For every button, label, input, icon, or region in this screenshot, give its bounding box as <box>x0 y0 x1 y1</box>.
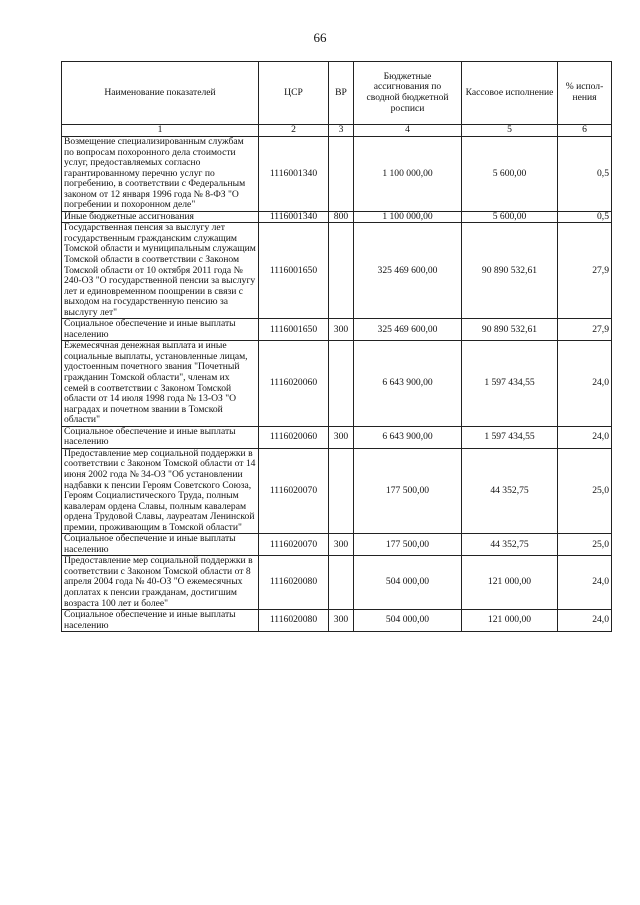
row-budget: 325 469 600,00 <box>354 223 462 319</box>
row-csr: 1116020070 <box>259 534 329 556</box>
row-budget: 177 500,00 <box>354 534 462 556</box>
row-cash: 90 890 532,61 <box>462 319 558 341</box>
row-budget: 6 643 900,00 <box>354 426 462 448</box>
row-budget: 1 100 000,00 <box>354 211 462 223</box>
row-name: Предоставление мер социальной поддержки в соответствии с Законом Томской области от 8 апреля 2004 года № 40-ОЗ "О ежемесячных доплатах к пенсии гражданам, достигшим возраста 100 лет и более" <box>62 556 259 610</box>
column-header-budget: Бюджетные ассигнования по сводной бюджетной росписи <box>354 62 462 125</box>
row-name: Ежемесячная денежная выплата и иные социальные выплаты, установленные лицам, удостоенным почетного звания "Почетный гражданин Томской области", членам их семей в соответствии с Законом Томской области от 14 июля 1998 года № 13-ОЗ "О наградах и почетном звании в Томской области" <box>62 341 259 426</box>
row-csr: 1116001650 <box>259 319 329 341</box>
table-row <box>62 341 612 426</box>
row-name: Социальное обеспечение и иные выплаты населению <box>62 610 259 632</box>
column-number: 1 <box>62 125 259 137</box>
row-budget: 6 643 900,00 <box>354 341 462 426</box>
table-row <box>62 534 612 556</box>
row-cash: 90 890 532,61 <box>462 223 558 319</box>
row-name: Социальное обеспечение и иные выплаты населению <box>62 426 259 448</box>
row-cash: 1 597 434,55 <box>462 426 558 448</box>
row-csr: 1116020080 <box>259 610 329 632</box>
row-percent: 0,5 <box>558 137 612 212</box>
row-percent: 27,9 <box>558 319 612 341</box>
row-csr: 1116001650 <box>259 223 329 319</box>
row-percent: 24,0 <box>558 341 612 426</box>
row-percent: 0,5 <box>558 211 612 223</box>
column-header-name: Наименование показателей <box>62 62 259 125</box>
table-row <box>62 319 612 341</box>
table-row <box>62 448 612 533</box>
row-vr: 300 <box>329 319 354 341</box>
row-budget: 1 100 000,00 <box>354 137 462 212</box>
column-number-row <box>62 125 612 137</box>
budget-execution-table <box>61 61 612 632</box>
row-vr <box>329 556 354 610</box>
row-name: Социальное обеспечение и иные выплаты населению <box>62 319 259 341</box>
row-vr <box>329 341 354 426</box>
page-number: 66 <box>313 30 327 45</box>
column-header-percent: % испол-нения <box>558 62 612 125</box>
row-vr: 300 <box>329 610 354 632</box>
row-csr: 1116020060 <box>259 341 329 426</box>
row-cash: 44 352,75 <box>462 448 558 533</box>
row-percent: 25,0 <box>558 534 612 556</box>
table-row <box>62 610 612 632</box>
row-csr: 1116001340 <box>259 211 329 223</box>
row-vr <box>329 448 354 533</box>
row-name: Возмещение специализированным службам по вопросам похоронного дела стоимости услуг, предоставляемых согласно гарантированному перечню услуг по погребению, в соответствии с Федеральным законом от 12 января 1996 года № 8-ФЗ "О погребении и похоронном деле" <box>62 137 259 212</box>
row-vr: 300 <box>329 426 354 448</box>
row-cash: 5 600,00 <box>462 137 558 212</box>
row-percent: 25,0 <box>558 448 612 533</box>
column-header-csr: ЦСР <box>259 62 329 125</box>
row-budget: 504 000,00 <box>354 556 462 610</box>
row-csr: 1116020070 <box>259 448 329 533</box>
table-row <box>62 211 612 223</box>
row-percent: 27,9 <box>558 223 612 319</box>
row-name: Иные бюджетные ассигнования <box>62 211 259 223</box>
column-number: 2 <box>259 125 329 137</box>
row-percent: 24,0 <box>558 610 612 632</box>
row-cash: 121 000,00 <box>462 610 558 632</box>
row-cash: 44 352,75 <box>462 534 558 556</box>
row-vr <box>329 223 354 319</box>
row-vr <box>329 137 354 212</box>
row-name: Предоставление мер социальной поддержки в соответствии с Законом Томской области от 14 июня 2002 года № 34-ОЗ "Об установлении надбавки к пенсии Героям Советского Союза, Героям Социалистического Труда, полным кавалерам ордена Славы, полным кавалерам ордена Трудовой Славы, лауреатам Ленинской премии, проживающим в Томской области" <box>62 448 259 533</box>
row-name: Социальное обеспечение и иные выплаты населению <box>62 534 259 556</box>
table-header-row <box>62 62 612 125</box>
row-name: Государственная пенсия за выслугу лет государственным гражданским служащим Томской области и муниципальным служащим Томской области в соответствии с Законом Томской области от 10 октября 2011 года № 240-ОЗ "О государственной пенсии за выслугу лет и единовременном поощрении в связи с выходом на государственную пенсию за выслугу лет" <box>62 223 259 319</box>
table-row <box>62 426 612 448</box>
row-budget: 504 000,00 <box>354 610 462 632</box>
column-number: 6 <box>558 125 612 137</box>
table-row <box>62 556 612 610</box>
row-cash: 1 597 434,55 <box>462 341 558 426</box>
table-row <box>62 223 612 319</box>
row-csr: 1116001340 <box>259 137 329 212</box>
column-header-vr: ВР <box>329 62 354 125</box>
column-header-cash: Кассовое исполнение <box>462 62 558 125</box>
column-number: 4 <box>354 125 462 137</box>
row-percent: 24,0 <box>558 556 612 610</box>
row-budget: 177 500,00 <box>354 448 462 533</box>
table-row <box>62 137 612 212</box>
row-cash: 121 000,00 <box>462 556 558 610</box>
row-percent: 24,0 <box>558 426 612 448</box>
row-budget: 325 469 600,00 <box>354 319 462 341</box>
column-number: 3 <box>329 125 354 137</box>
row-cash: 5 600,00 <box>462 211 558 223</box>
column-number: 5 <box>462 125 558 137</box>
row-vr: 800 <box>329 211 354 223</box>
row-vr: 300 <box>329 534 354 556</box>
row-csr: 1116020060 <box>259 426 329 448</box>
row-csr: 1116020080 <box>259 556 329 610</box>
